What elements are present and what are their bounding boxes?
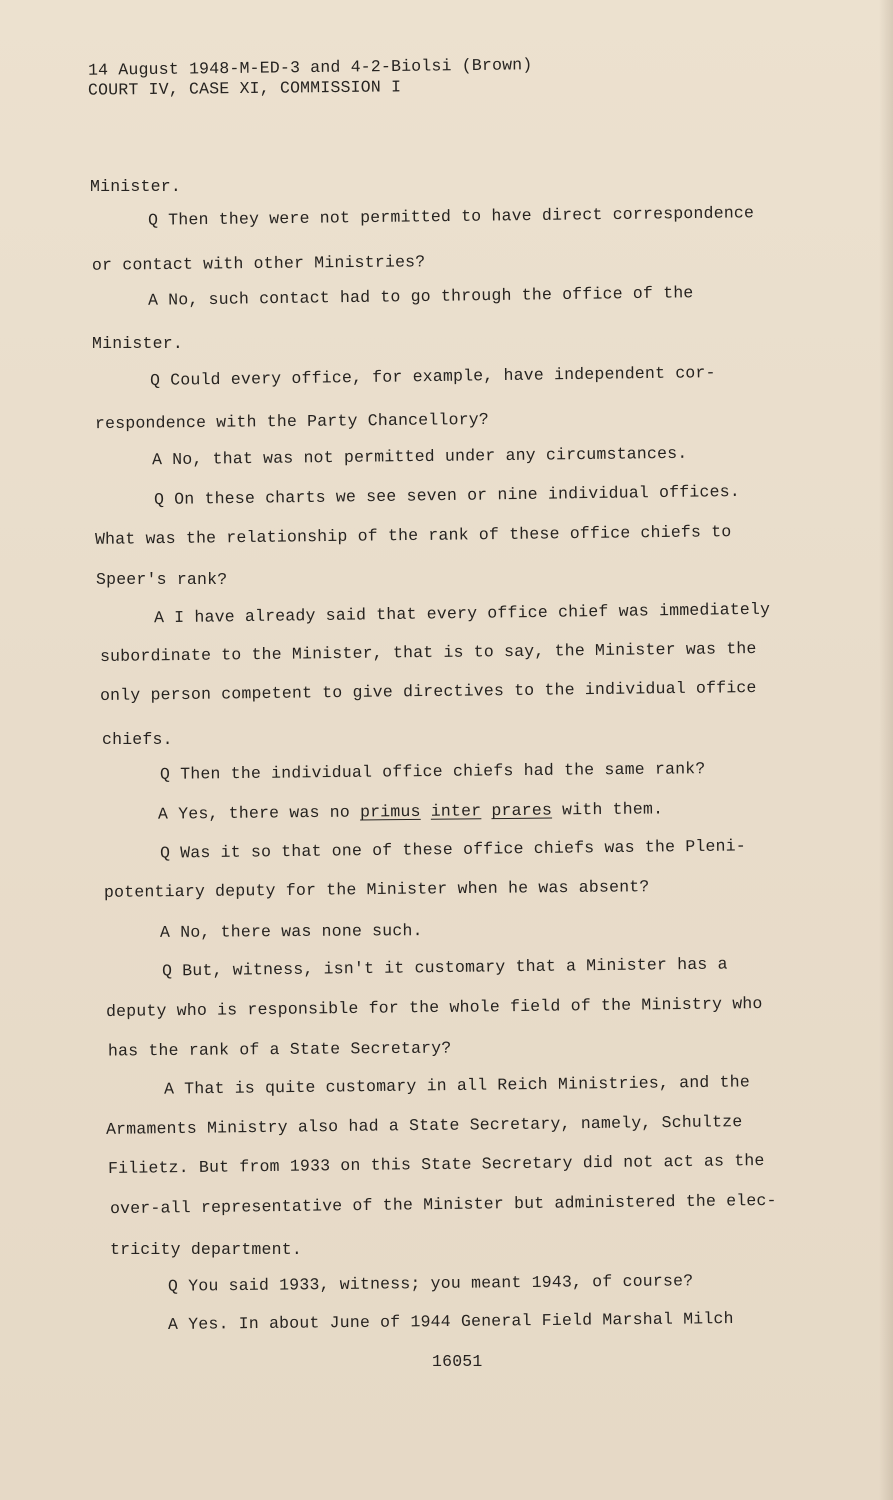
text-line-latin xyxy=(158,799,663,824)
text-line: A No, such contact had to go through the office of the xyxy=(147,283,694,310)
text-line: A Yes. In about June of 1944 General Field Marshal Milch xyxy=(167,1309,734,1334)
text-line: What was the relationship of the rank of these office chiefs to xyxy=(94,522,732,549)
text-line: respondence with the Party Chancellory? xyxy=(94,409,490,434)
text-line: Minister. xyxy=(92,334,183,353)
text-line: Filietz. But from 1933 on this State Secretary did not act as the xyxy=(107,1150,765,1179)
text-line: Q Then they were not permitted to have direct correspondence xyxy=(147,203,755,230)
text-line: potentiary deputy for the Minister when he was absent? xyxy=(103,877,650,902)
underlined-word: primus xyxy=(359,801,421,822)
header-line-2: COURT IV, CASE XI, COMMISSION I xyxy=(87,77,402,100)
text-line: Armaments Ministry also had a State Secretary, namely, Schultze xyxy=(105,1112,743,1139)
underlined-word: inter xyxy=(430,801,482,821)
text-line: Minister. xyxy=(90,177,181,196)
text-line: Q On these charts we see seven or nine individual offices. xyxy=(153,481,741,510)
text-line: A No, there was none such. xyxy=(159,921,423,942)
underlined-word: prares xyxy=(491,800,553,821)
text-line: A That is quite customary in all Reich Ministries, and the xyxy=(163,1072,750,1099)
text-line: over-all representative of the Minister but administered the elec- xyxy=(109,1190,777,1219)
header-line-1: 14 August 1948-M-ED-3 and 4-2-Biolsi (Brown) xyxy=(87,55,533,80)
text-line: Q But, witness, isn't it customary that a Minister has a xyxy=(161,954,728,981)
text-line: has the rank of a State Secretary? xyxy=(107,1038,452,1061)
text-line-end: with them. xyxy=(562,799,664,820)
text-line: A I have already said that every office chief was immediately xyxy=(153,599,771,628)
text-line: or contact with other Ministries? xyxy=(91,252,426,275)
text-line: chiefs. xyxy=(102,730,173,749)
page-number: 16051 xyxy=(432,1352,483,1371)
text-line: Q Was it so that one of these office chiefs was the Pleni- xyxy=(159,836,746,863)
text-line: Speer's rank? xyxy=(96,570,228,589)
text-line: Q Could every office, for example, have independent cor- xyxy=(149,363,716,390)
page-edge-shadow xyxy=(879,0,893,1500)
text-line-start: A Yes, there was no xyxy=(157,802,351,824)
text-line: only person competent to give directives to the individual office xyxy=(99,677,757,706)
text-line: A No, that was not permitted under any circumstances. xyxy=(151,443,688,470)
text-line: deputy who is responsible for the whole field of the Ministry who xyxy=(105,993,763,1022)
text-line: Q You said 1933, witness; you meant 1943, of course? xyxy=(167,1271,694,1296)
text-line: Q Then the individual office chiefs had the same rank? xyxy=(159,759,706,784)
text-line: tricity department. xyxy=(110,1240,302,1259)
text-line: subordinate to the Minister, that is to say, the Minister was the xyxy=(99,638,757,667)
